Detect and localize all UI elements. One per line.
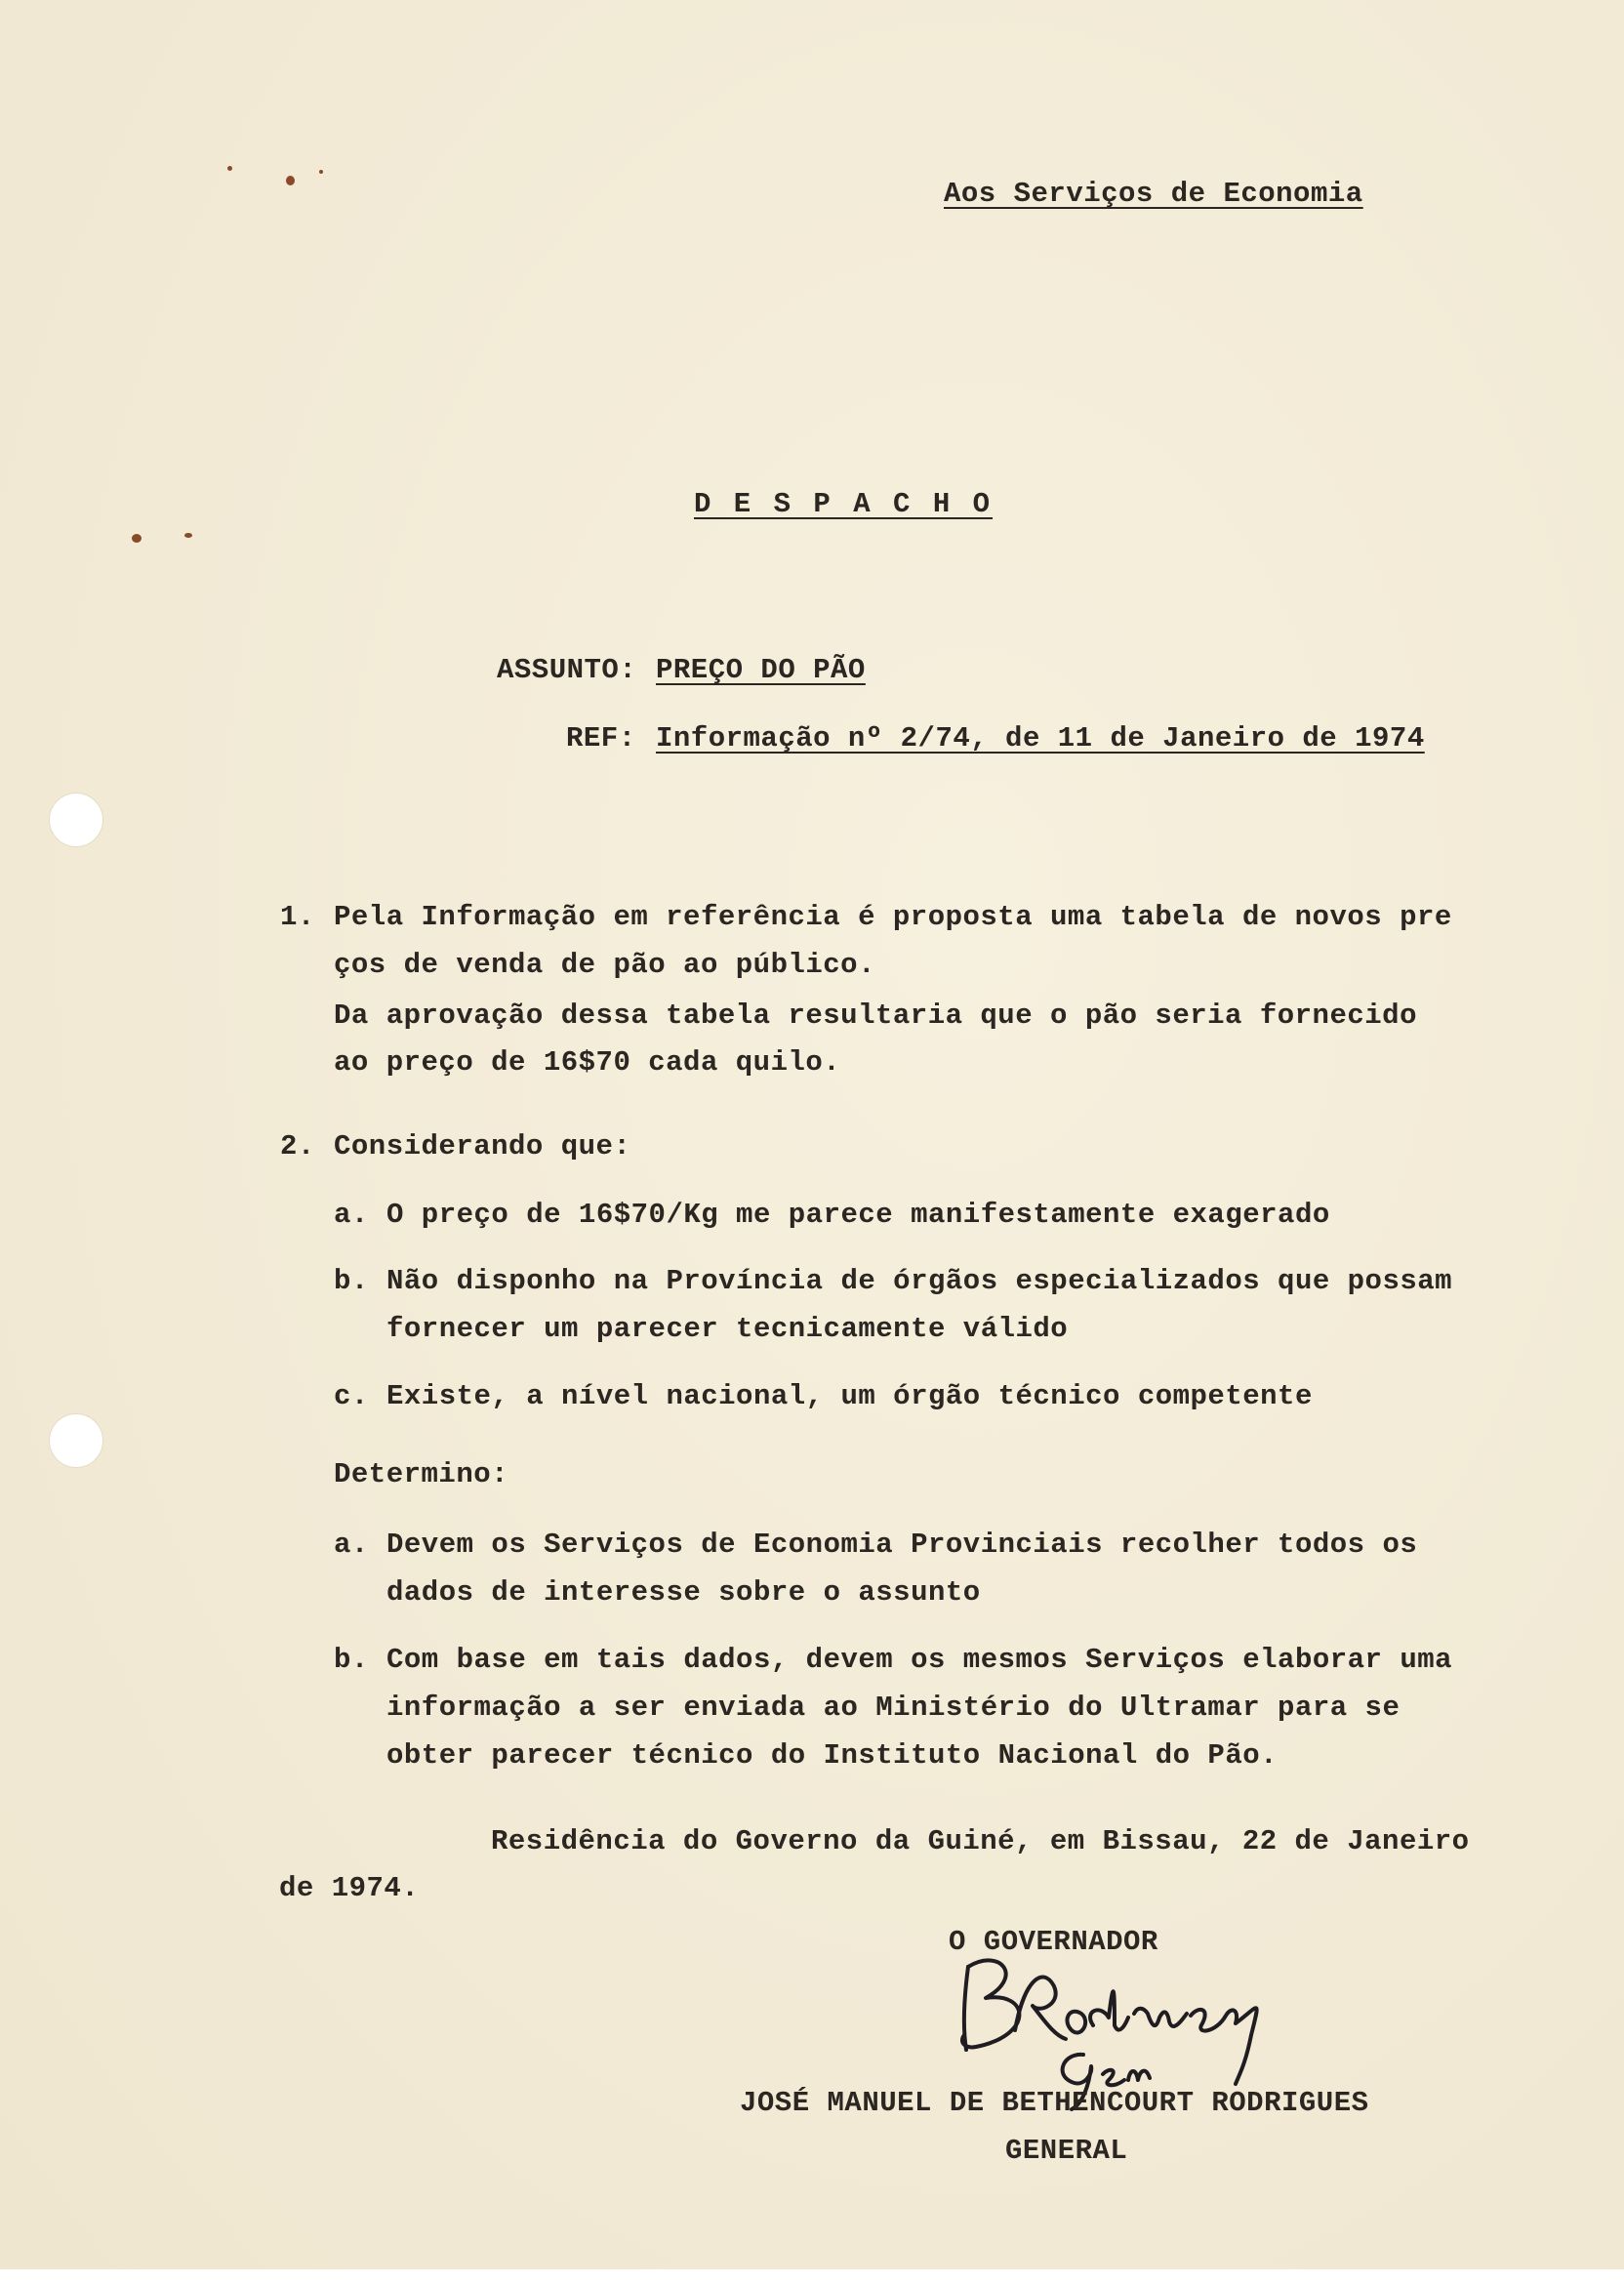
list-marker: a. — [334, 1529, 369, 1561]
paragraph-line: ços de venda de pão ao público. — [334, 949, 875, 981]
punch-hole-bottom — [49, 1413, 103, 1468]
subject-label: ASSUNTO: — [497, 654, 637, 686]
list-item: dados de interesse sobre o assunto — [386, 1576, 981, 1609]
document-title: D E S P A C H O — [694, 488, 994, 520]
list-item: Com base em tais dados, devem os mesmos Serviços elaborar uma — [386, 1644, 1453, 1676]
stain-mark — [184, 533, 192, 538]
paragraph-number: 2. — [280, 1130, 315, 1162]
list-marker: c. — [334, 1380, 369, 1412]
addressee: Aos Serviços de Economia — [944, 178, 1363, 210]
list-item: informação a ser enviada ao Ministério do Ultramar para se — [386, 1692, 1401, 1724]
stain-mark — [132, 534, 142, 543]
list-item: Não disponho na Província de órgãos especializados que possam — [386, 1265, 1453, 1297]
paragraph-line: Da aprovação dessa tabela resultaria que o pão seria fornecido — [334, 999, 1417, 1032]
paragraph-line: ao preço de 16$70 cada quilo. — [334, 1046, 841, 1079]
reference-label: REF: — [566, 722, 636, 755]
paragraph-intro: Considerando que: — [334, 1130, 631, 1162]
subject-value: PREÇO DO PÃO — [656, 654, 866, 686]
list-item: Existe, a nível nacional, um órgão técnico competente — [386, 1380, 1313, 1412]
closing-line: Residência do Governo da Guiné, em Bissau, 22 de Janeiro — [491, 1825, 1470, 1857]
stain-mark — [319, 170, 323, 174]
paragraph-line: Pela Informação em referência é proposta uma tabela de novos pre — [334, 901, 1452, 933]
reference-value: Informação nº 2/74, de 11 de Janeiro de 1974 — [656, 722, 1425, 755]
list-marker: a. — [334, 1199, 369, 1231]
paragraph-number: 1. — [280, 901, 315, 933]
signatory-role: O GOVERNADOR — [949, 1926, 1158, 1958]
stain-mark — [286, 176, 295, 185]
list-marker: b. — [334, 1265, 369, 1297]
signatory-name: JOSÉ MANUEL DE BETHENCOURT RODRIGUES — [740, 2087, 1369, 2119]
list-item: O preço de 16$70/Kg me parece manifestamente exagerado — [386, 1199, 1330, 1231]
list-item: obter parecer técnico do Instituto Nacional do Pão. — [386, 1739, 1279, 1772]
closing-line: de 1974. — [279, 1872, 420, 1904]
signatory-rank: GENERAL — [1005, 2135, 1128, 2167]
determination-label: Determino: — [334, 1458, 509, 1490]
punch-hole-top — [49, 793, 103, 847]
list-marker: b. — [334, 1644, 369, 1676]
list-item: Devem os Serviços de Economia Provinciais recolher todos os — [386, 1529, 1418, 1561]
list-item: fornecer um parecer tecnicamente válido — [386, 1313, 1069, 1345]
stain-mark — [227, 166, 232, 171]
